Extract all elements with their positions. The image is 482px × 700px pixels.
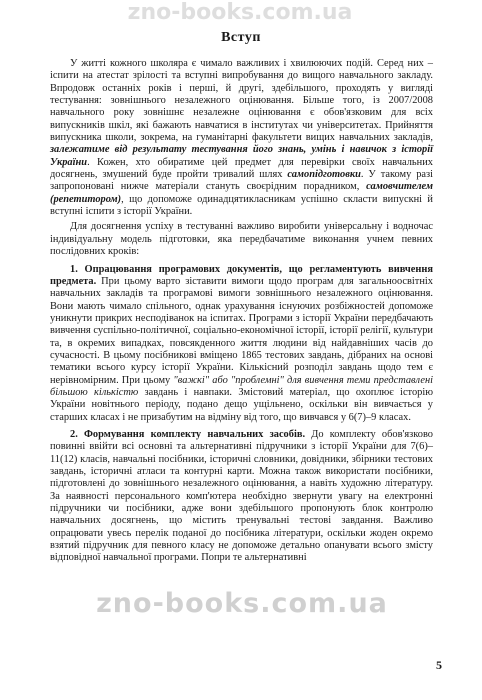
page-title: Вступ [221, 30, 261, 45]
intro-text-2: . Кожен, хто обиратиме цей предмет для перевірки своїх навчальних досягнень, змушений буде пройти тривалий шлях [50, 156, 433, 181]
step-1-text-2: завдань і навпаки. Змістовий матеріал, що охоплює історію України новітнього періоду, подано дещо ущільнено, оскільки він вивчається у старших класах і не призабутим на відміну від того, що вивчався у 6(7)–9 класах. [50, 386, 434, 423]
step-2-heading: 2. Формування комплекту навчальних засобів. [70, 428, 306, 440]
model-paragraph: Для досягнення успіху в тестуванні важливо виробити універсальну і водночас індивідуальну модель підготовки, яка передбачатиме виконання учнем певних послідовних кроків: [50, 221, 433, 258]
step-2-paragraph [50, 429, 433, 565]
step-1-emphasis: "важкі" або "проблемні" для вивчення теми представлені більшою кількістю [50, 374, 433, 398]
body-text [50, 58, 433, 568]
intro-text-4: , що допоможе одинадцятикласникам успішно скласти випускні й вступні іспити з історії України. [50, 193, 433, 218]
page-number: 5 [436, 658, 442, 672]
intro-emphasis-2: самопідготовки [287, 169, 361, 181]
intro-text-3: . У такому разі запропоновані нижче матеріали стануть своєрідним порадником, [50, 169, 433, 193]
step-1-heading: 1. Опрацювання програмових документів, що регламентують вивчення предмета. [50, 263, 433, 287]
step-2-text: До комплекту обов'язково повинні ввійти всі основні та альтернативні підручники з історії України для 7(6)–11(12) класів, навчальні посібники, історичні словники, довідники, збірники тестових завдань, історичні атласи та контурні карти. Можна також використати посібники, підготовлені до зовнішнього незалежного оцінювання, а навіть художню літературу. За наявності персонального комп'ютера необхідно звернути увагу на електронні підручники чи посібники, адже вони здебільшого пропонують блок контролю навчальних досягнень, що містить тренувальні тестові завдання. Важливо опрацювати увесь перелік поданої до посібника літератури, оскільки жоден окремо взятий підручник для певного класу не допоможе детально опанувати всього змісту відповідної навчальної програми. Попри те альтернативні [50, 428, 433, 564]
watermark-top: zno-books.com.ua [127, 0, 353, 25]
step-1-text-1: При цьому варто зіставити вимоги щодо програм для загальноосвітніх навчальних закладів та програмові вимоги зовнішнього незалежного оцінювання. Вони мають чимало спільного, однак урахування існуючих розбіжностей допоможе уникнути прикрих несподіванок на іспитах. Програми з історії України передбачають вивчення суспільно-політичної, соціально-економічної історії, історії релігії, культури та, в окремих випадках, повсякденного життя людини від найдавніших часів до сучасності. В цьому посібникові вміщено 1865 тестових завдань, дібраних на основі тематики всього курсу історії України. Кількісний розподіл завдань щодо тем є нерівномірним. При цьому [50, 275, 433, 386]
intro-emphasis-1: залежатиме від результату тестування його знань, умінь і навичок з історії України [50, 144, 433, 168]
step-1-paragraph [50, 264, 433, 424]
intro-emphasis-3: самовчителем (репетитором) [50, 181, 433, 205]
intro-paragraph [50, 58, 433, 218]
watermark: zno-books.com.ua [96, 588, 388, 619]
intro-text-1: У житті кожного школяра є чимало важливих і хвилюючих подій. Серед них – іспити на атестат зрілості та вступні випробування до вищого навчального закладу. Впродовж останніх років і перші, й другі, здебільшого, проходять у вигляді тестування: зовнішнього незалежного оцінювання. Більше того, із 2007/2008 навчального року зовнішнє незалежне оцінювання є обов'язковим для всіх випускників шкіл, які бажають навчатися в інститутах чи університетах. Прийняття випускника школи, зокрема, на гуманітарні факультети вищих навчальних закладів, [50, 58, 433, 144]
